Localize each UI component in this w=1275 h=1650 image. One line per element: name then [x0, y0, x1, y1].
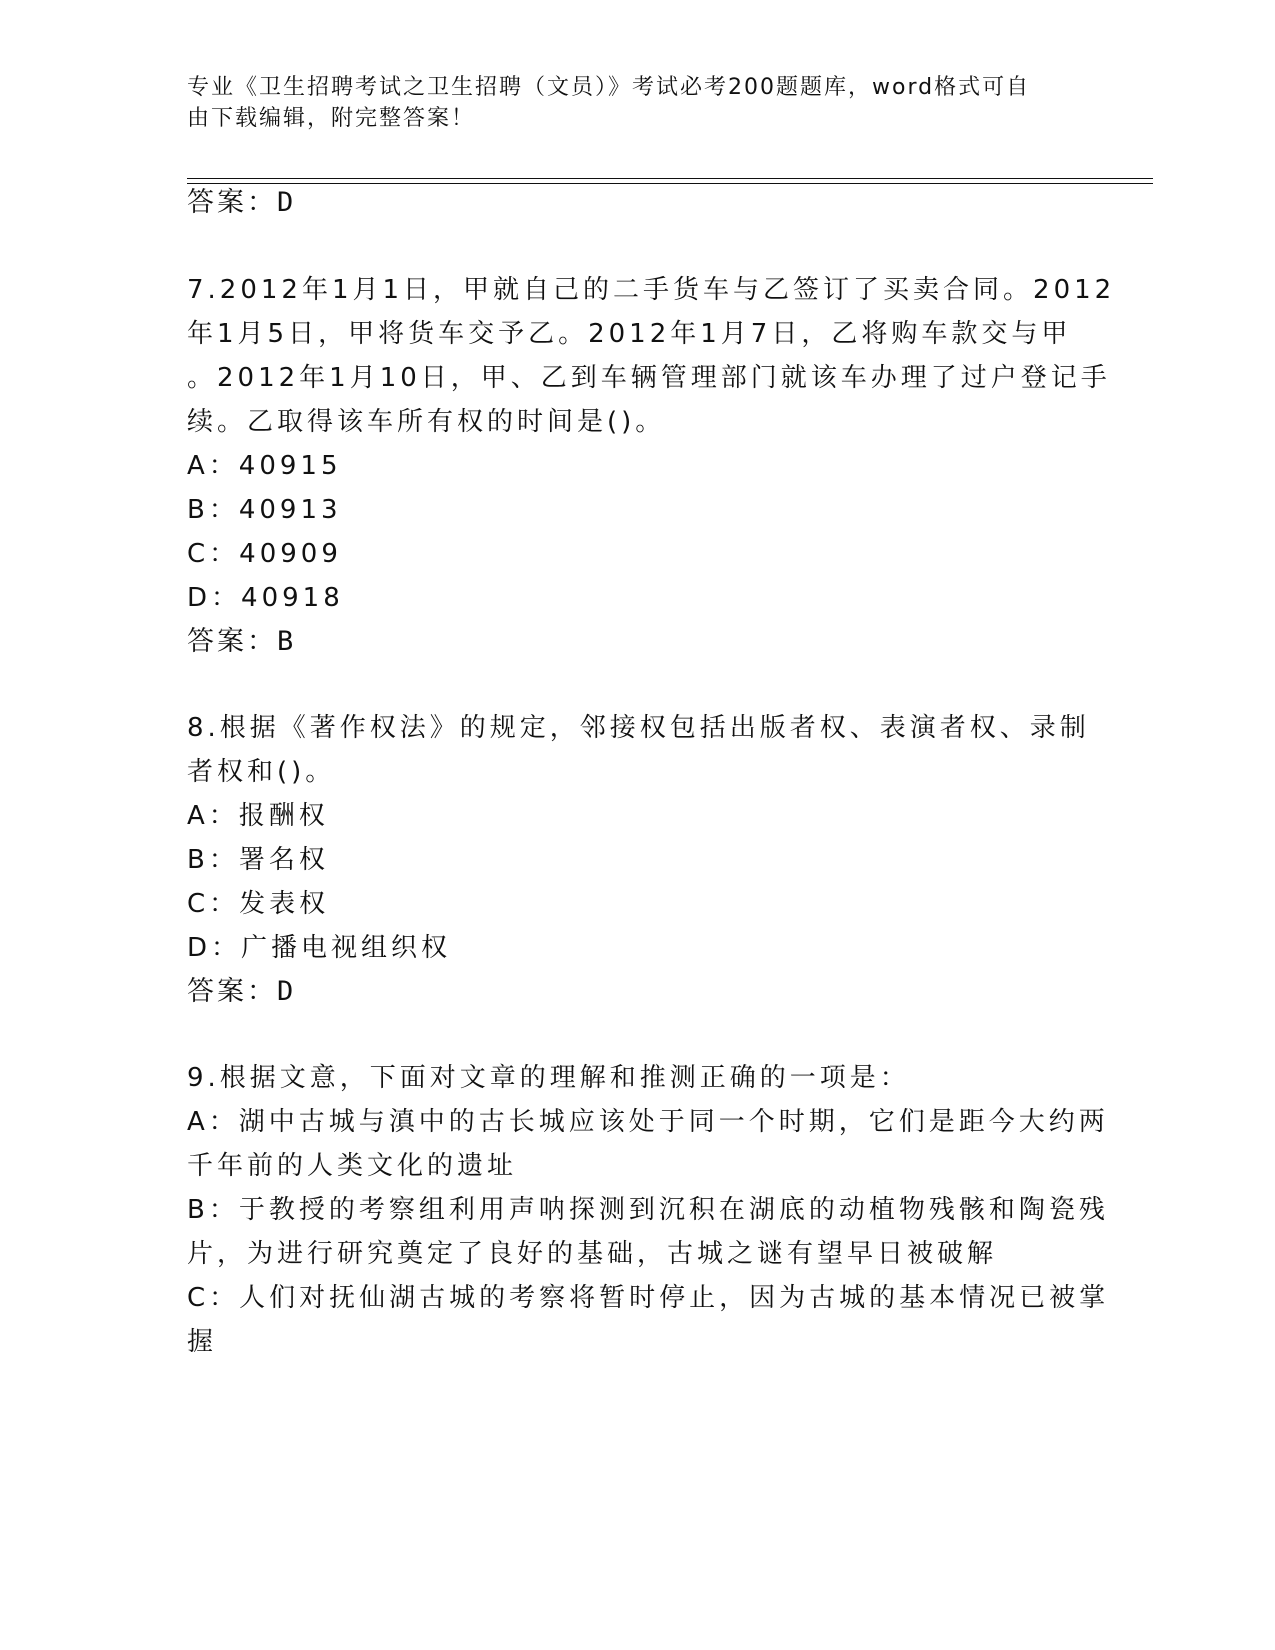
q7-answer: 答案：B	[187, 626, 297, 657]
header-divider-top	[187, 178, 1153, 179]
answer-previous: 答案：D	[187, 187, 297, 218]
header-divider-bottom	[187, 183, 1153, 184]
q8-text-line-2: 者权和()。	[187, 757, 336, 787]
q8-text-line-1: 8.根据《著作权法》的规定，邻接权包括出版者权、表演者权、录制	[187, 713, 1090, 743]
q8-option-b: B：署名权	[187, 845, 329, 875]
q7-text-line-3: 。2012年1月10日，甲、乙到车辆管理部门就该车办理了过户登记手	[187, 363, 1111, 393]
q9-option-b-line-2: 片，为进行研究奠定了良好的基础，古城之谜有望早日被破解	[187, 1239, 998, 1269]
q8-option-d: D：广播电视组织权	[187, 933, 452, 963]
q7-option-c: C：40909	[187, 539, 342, 569]
q8-answer: 答案：D	[187, 976, 297, 1007]
q8-option-c: C：发表权	[187, 889, 330, 919]
q7-text-line-1: 7.2012年1月1日，甲就自己的二手货车与乙签订了买卖合同。2012	[187, 275, 1116, 305]
header-line-2: 由下载编辑，附完整答案！	[187, 106, 476, 131]
q7-option-d: D：40918	[187, 583, 344, 613]
q7-text-line-2: 年1月5日，甲将货车交予乙。2012年1月7日，乙将购车款交与甲	[187, 319, 1072, 349]
q9-option-c-line-2: 握	[187, 1327, 218, 1357]
q7-text-line-4: 续。乙取得该车所有权的时间是()。	[187, 407, 666, 437]
q8-option-a: A：报酬权	[187, 801, 329, 831]
header-line-1: 专业《卫生招聘考试之卫生招聘（文员）》考试必考200题题库，word格式可自	[187, 75, 1031, 100]
q9-option-b-line-1: B：于教授的考察组利用声呐探测到沉积在湖底的动植物残骸和陶瓷残	[187, 1195, 1109, 1225]
q9-option-c-line-1: C：人们对抚仙湖古城的考察将暂时停止，因为古城的基本情况已被掌	[187, 1283, 1110, 1313]
q9-option-a-line-2: 千年前的人类文化的遗址	[187, 1151, 518, 1181]
q9-option-a-line-1: A：湖中古城与滇中的古长城应该处于同一个时期，它们是距今大约两	[187, 1107, 1109, 1137]
document-header	[187, 72, 1067, 134]
q7-option-b: B：40913	[187, 495, 342, 525]
q9-text-line-1: 9.根据文意，下面对文章的理解和推测正确的一项是：	[187, 1063, 910, 1093]
q7-option-a: A：40915	[187, 451, 342, 481]
